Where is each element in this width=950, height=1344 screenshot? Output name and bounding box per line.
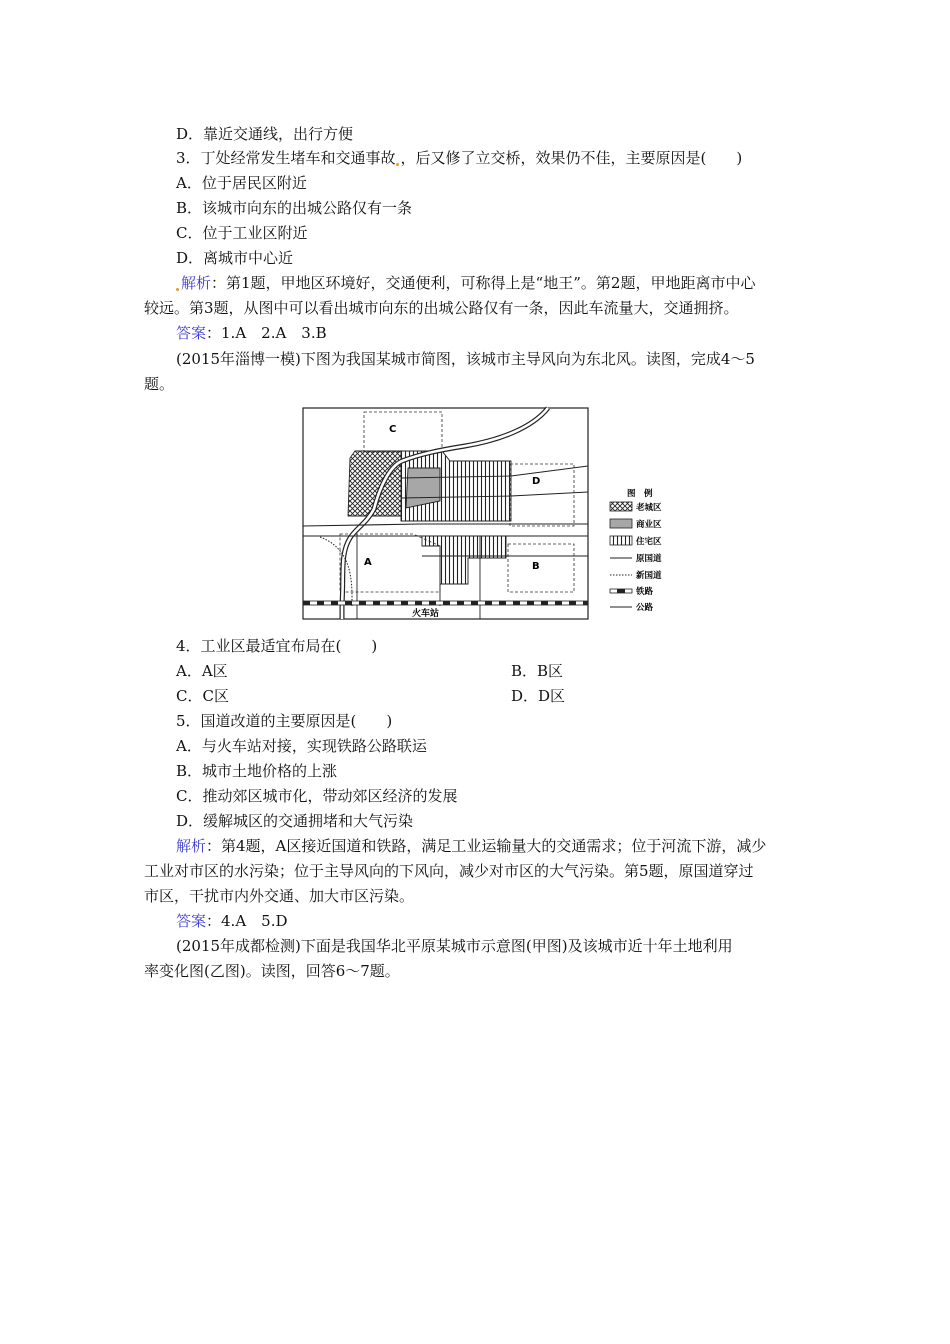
q4-stem: 4．工业区最适宜布局在( ) — [176, 637, 378, 655]
intro3-line1: (2015年成都检测)下面是我国华北平原某城市示意图(甲图)及该城市近十年土地利用 — [176, 937, 733, 955]
q5-option-d: D．缓解城区的交通拥堵和大气污染 — [176, 812, 414, 830]
analysis-label: 解析 — [181, 274, 212, 292]
legend-commercial-swatch — [610, 519, 632, 528]
analysis2-line3: 市区，干扰市内外交通、加大市区污染。 — [144, 887, 415, 905]
q3-stem-part1: 3．丁处经常发生堵车和交通事故 — [176, 149, 396, 167]
legend-residential: 住宅区 — [636, 537, 662, 547]
q4-option-b: B．B区 — [511, 662, 564, 680]
q4-option-c: C．C区 — [176, 687, 229, 705]
legend-residential-swatch — [610, 536, 632, 545]
analysis1-line2: 较远。第3题，从图中可以看出城市向东的出城公路仅有一条，因此车流量大，交通拥挤。 — [144, 299, 739, 317]
legend-railway: 铁路 — [636, 587, 654, 597]
q3-option-b: B．该城市向东的出城公路仅有一条 — [176, 199, 413, 217]
answer1-text: ：1.A 2.A 3.B — [206, 324, 327, 342]
answer1 — [176, 323, 327, 343]
intro2-line2: 题。 — [144, 375, 175, 393]
legend-road: 公路 — [636, 603, 654, 613]
analysis2-line1 — [176, 836, 766, 856]
commercial-area — [406, 468, 440, 508]
q5-option-b: B．城市土地价格的上涨 — [176, 762, 338, 780]
zone-b-label: B — [532, 561, 540, 572]
q3-option-d: D．离城市中心近 — [176, 249, 294, 267]
q5-stem: 5．国道改道的主要原因是( ) — [176, 712, 393, 730]
intro3-line2: 率变化图(乙图)。读图，回答6～7题。 — [144, 962, 400, 980]
city-map — [300, 406, 680, 622]
analysis2-text: ：第4题，A区接近国道和铁路，满足工业运输量大的交通需求；位于河流下游，减少 — [206, 837, 767, 855]
legend-title: 图 例 — [627, 489, 653, 499]
zone-d-label: D — [532, 476, 541, 487]
q3-stem-part2: ，后又修了立交桥，效果仍不佳，主要原因是( ) — [400, 149, 743, 167]
q4-option-a: A．A区 — [176, 662, 228, 680]
q2-option-d: D．靠近交通线，出行方便 — [176, 125, 354, 143]
intro2-line1: (2015年淄博一模)下图为我国某城市简图，该城市主导风向为东北风。读图，完成4～5 — [176, 350, 755, 368]
answer-label: 答案 — [176, 324, 207, 342]
legend-old-highway: 原国道 — [636, 554, 662, 564]
analysis1-line1 — [176, 273, 755, 293]
q3-option-a: A．位于居民区附近 — [176, 174, 307, 192]
q5-option-a: A．与火车站对接，实现铁路公路联运 — [176, 737, 427, 755]
answer2 — [176, 911, 288, 931]
station-label: 火车站 — [412, 609, 440, 619]
q5-option-c: C．推动郊区城市化，带动郊区经济的发展 — [176, 787, 458, 805]
zone-c-label: C — [389, 424, 397, 435]
legend-commercial: 商业区 — [636, 520, 662, 530]
answer-label: 答案 — [176, 912, 207, 930]
zone-a-label: A — [364, 557, 372, 568]
mark-dot — [176, 288, 179, 291]
mark-dot — [396, 163, 399, 166]
q4-option-d: D．D区 — [511, 687, 566, 705]
analysis-label: 解析 — [176, 837, 207, 855]
q3-option-c: C．位于工业区附近 — [176, 224, 308, 242]
analysis1-text: ：第1题，甲地区环境好，交通便利，可称得上是“地王”。第2题，甲地距离市中心 — [211, 274, 756, 292]
legend-new-highway: 新国道 — [636, 571, 662, 581]
analysis2-line2: 工业对市区的水污染；位于主导风向的下风向，减少对市区的大气污染。第5题，原国道穿过 — [144, 862, 754, 880]
legend-old-city-swatch — [610, 502, 632, 511]
answer2-text: ：4.A 5.D — [206, 912, 288, 930]
legend-old-city: 老城区 — [636, 503, 662, 513]
q3-stem — [176, 148, 742, 168]
